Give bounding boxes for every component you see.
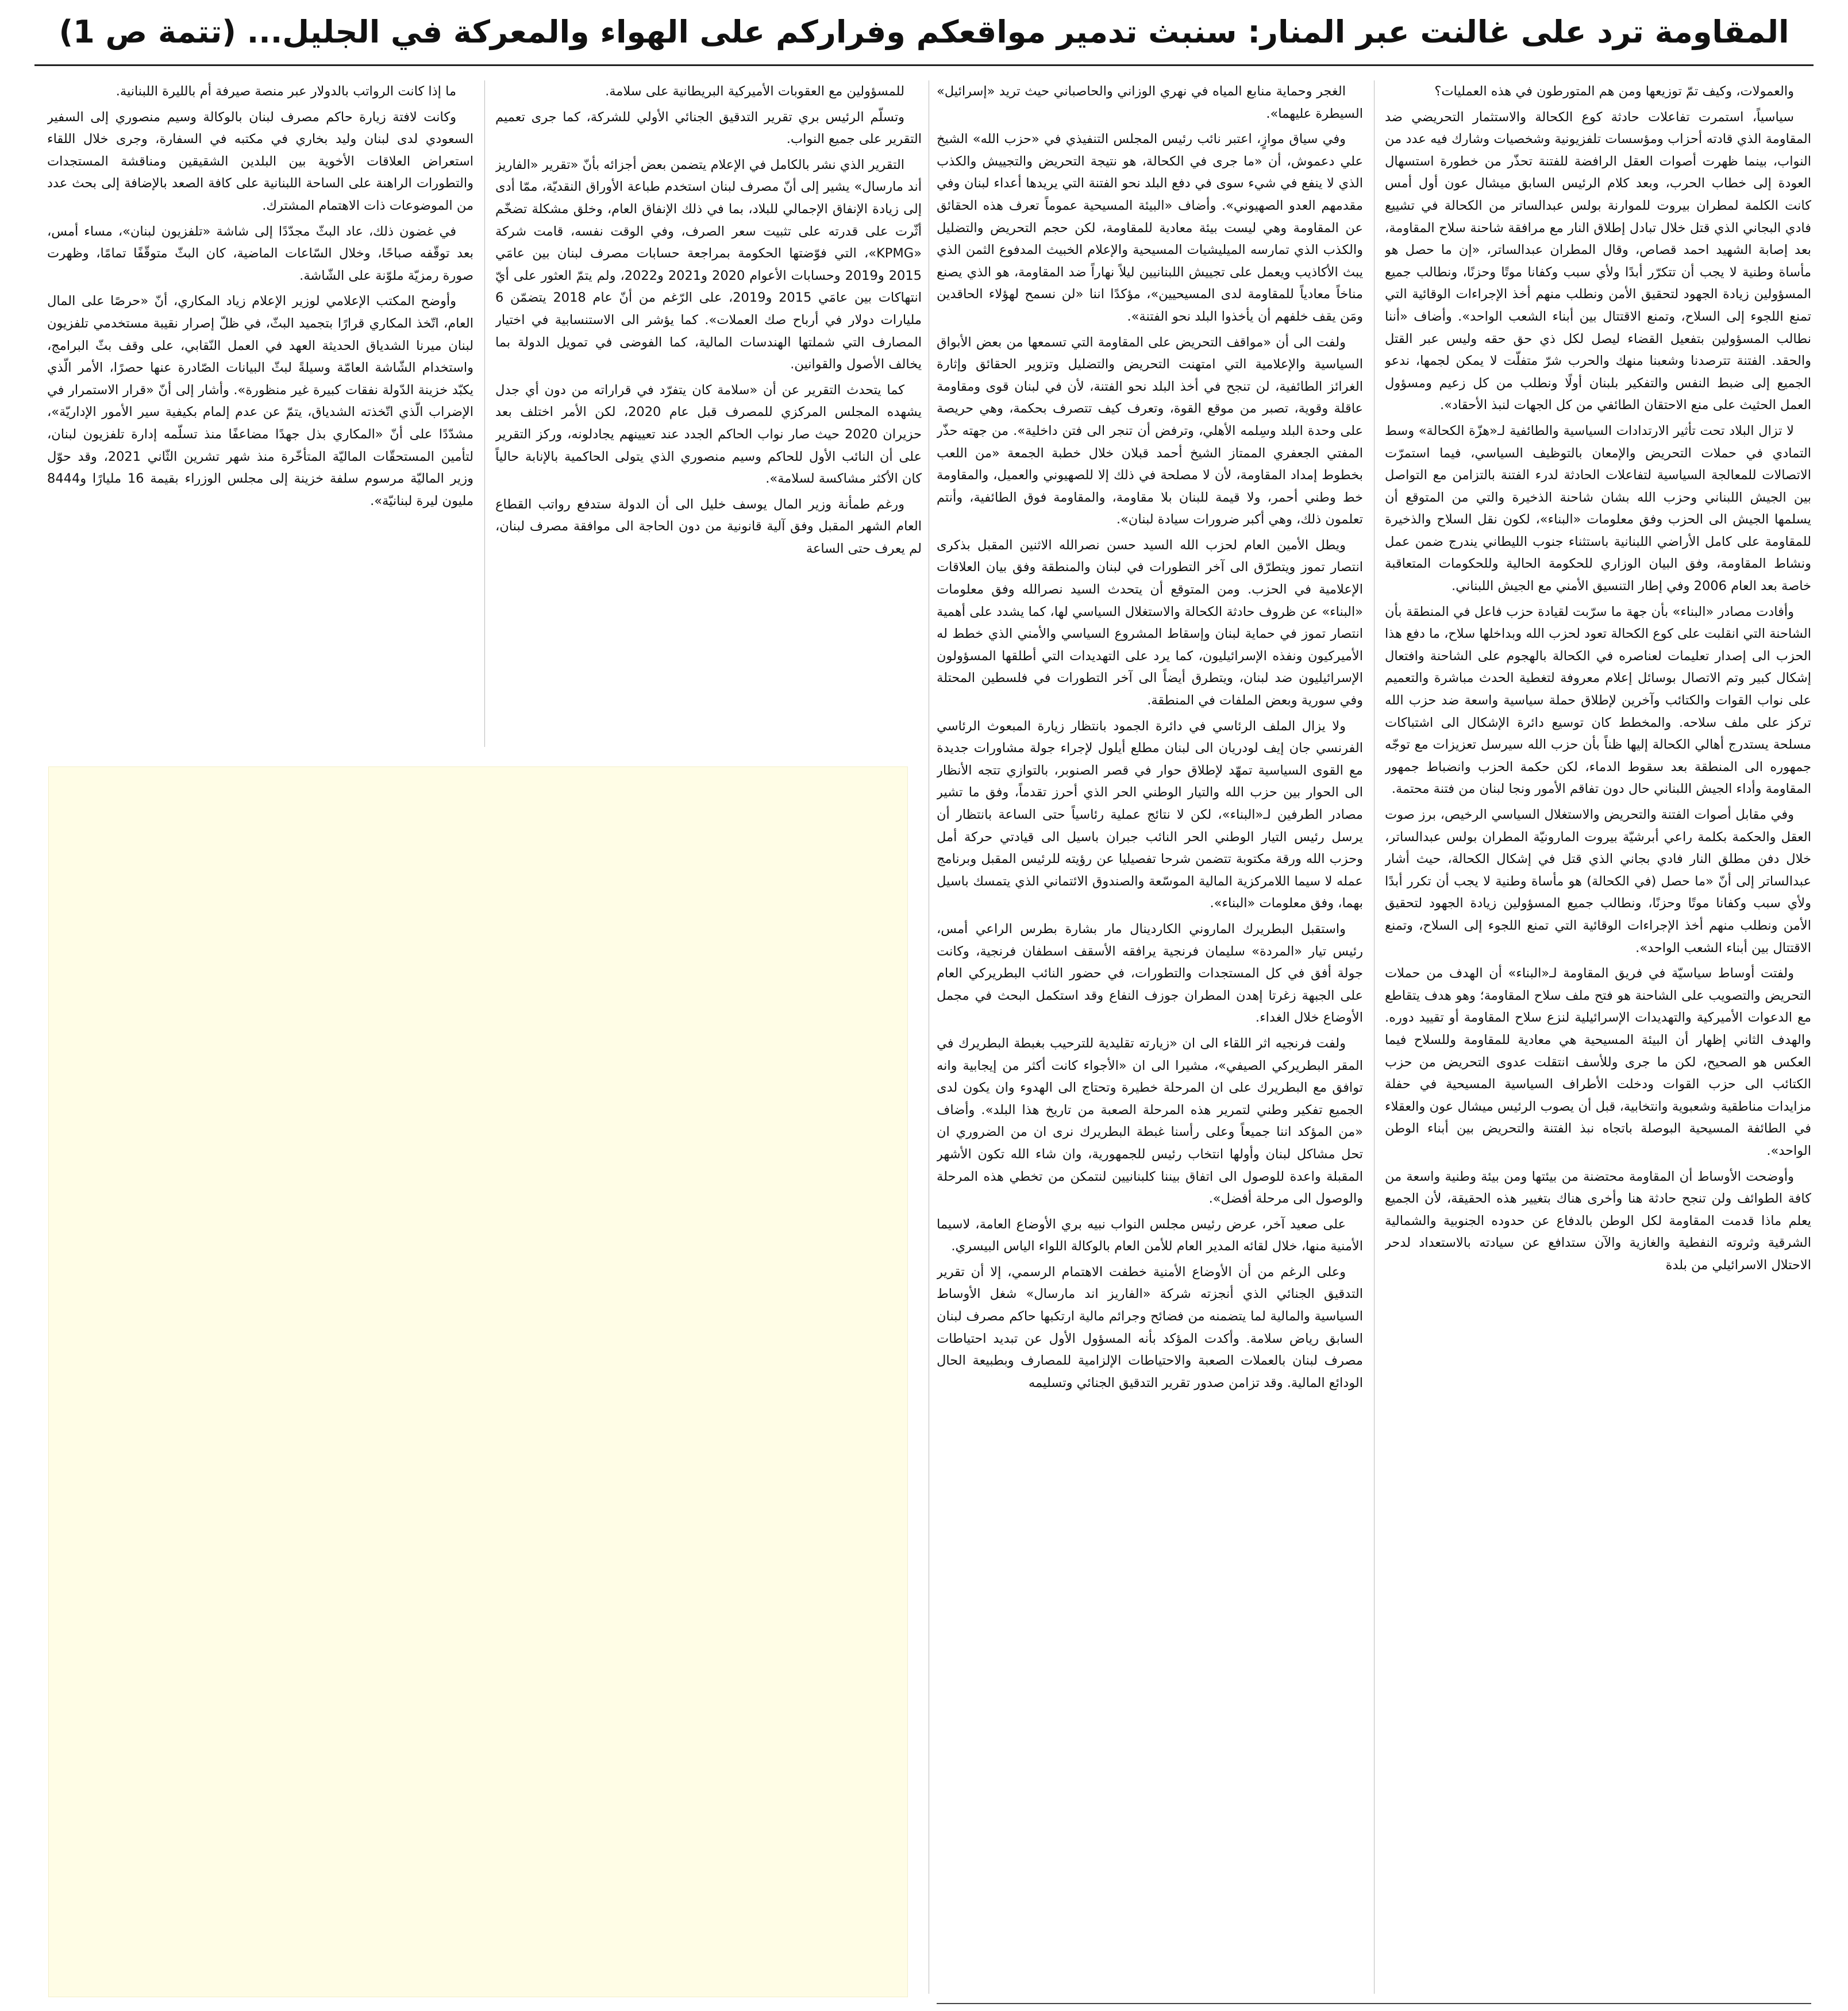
article-paragraph: وعلى الرغم من أن الأوضاع الأمنية خطفت الاهتمام الرسمي، إلا أن تقرير التدقيق الجنائي الذي أنجزته شركة «الفاريز اند مارسال» شغل الأوساط السياسية والمالية لما يتضمنه من فضائح وجرائم مالية ارتكبها حاكم مصرف لبنان السابق رياض سلامة. وأكدت المؤكد بأنه المسؤول الأول عن تبديد احتياطات مصرف لبنان بالعملات الصعبة والاحتياطات الإلزامية للمصارف وبطبيعة الحال الودائع المالية. وقد تزامن صدور تقرير التدقيق الجنائي وتسليمه <box>937 1264 1363 1390</box>
article-paragraph: وأوضحت الأوساط أن المقاومة محتضنة من بيئتها ومن بيئة وطنية واسعة من كافة الطوائف ولن تنجح حادثة هنا وأخرى هناك بتغيير هذه الحقيقة، لأن الجميع يعلم ماذا قدمت المقاومة لكل الوطن بالدفاع عن حدوده الجنوبية والشمالية الشرقية وثروته النفطية والغازية والآن ستدافع عن سيادته بالاستعداد لدحر الاحتلال الاسرائيلي من بلدة <box>1385 1169 1811 1273</box>
article-paragraph: وأوضح المكتب الإعلامي لوزير الإعلام زياد المكاري، أنّ «حرصًا على المال العام، اتّخذ المكاري قرارًا بتجميد البثّ، في ظلّ إصرار نقيبة مستخدمي تلفزيون لبنان ميرنا الشدياق الحديثة العهد في العمل النّقابي، على وقف بثّ البرامج، واستخدام الشّاشة العامّة وسيلةً لبثّ البيانات الصّادرة عنها حصرًا، الأمر الّذي يكبّد خزينة الدّولة نفقات كبيرة غير منظورة». وأشار إلى أنّ «قرار الاستمرار في الإضراب الّذي اتّخذته الشدياق، يتمّ عن عدم إلمام بكيفية سير الأمور الإداريّة»، مشدّدًا على أنّ «المكاري بذل جهدًا مضاعفًا منذ تسلّمه إدارة تلفزيون لبنان، لتأمين المستحقّات الماليّة المتأخّرة منذ شهر تشرين الثّاني 2021، وقد حوّل وزير الماليّة مرسوم سلفة خزينة إلى مجلس الوزراء بقيمة 16 مليارًا و8444 مليون ليرة لبنانيّة». <box>47 294 473 508</box>
article-column-2 <box>937 80 1363 1994</box>
article-paragraph: والعمولات، وكيف تمّ توزيعها ومن هم المتورطون في هذه العمليات؟ <box>1434 84 1794 99</box>
article-paragraph: ورغم طمأنة وزير المال يوسف خليل الى أن الدولة ستدفع رواتب القطاع العام الشهر المقبل وفق آلية قانونية من دون الحاجة الى موافقة مصرف لبنان، لم يعرف حتى الساعة <box>495 496 922 556</box>
article-paragraph: التقرير الذي نشر بالكامل في الإعلام يتضمن بعض أجزائه بأنّ «تقرير «الفاريز أند مارسال» يشير إلى أنّ مصرف لبنان استخدم طباعة الأوراق النقديّة، ممّا أدى إلى زيادة الإنفاق الإجمالي للبلاد، بما في ذلك الإنفاق العام، وخلق مشكلة تضخّم أثّرت على قدرته على تثبيت سعر الصرف، وفي الوقت نفسه، قامت شركة «KPMG»، التي فوّضتها الحكومة بمراجعة حسابات مصرف لبنان بين عامَي 2015 و2019 وحسابات الأعوام 2020 و2021 و2022، ولم يتمّ العثور على أيّ انتهاكات بين عامَي 2015 و2019، على الرّغم من أنّ عام 2018 يتضمّن 6 مليارات دولار في أرباح صك العملات». كما يؤشر الى الاستنسابية في اختيار المصارف التي شملتها الهندسات المالية، كما الفوضى في تمويل الدولة بما يخالف الأصول والقوانين. <box>495 157 922 372</box>
headline: المقاومة ترد على غالنت عبر المنار: سنبث تدمير مواقعكم وفراركم على الهواء والمعركة في الجليل... (تتمة ص 1) <box>59 14 1789 50</box>
article-paragraph: ويطل الأمين العام لحزب الله السيد حسن نصرالله الاثنين المقبل بذكرى انتصار تموز ويتطرّق الى آخر التطورات في لبنان والمنطقة وفق بيان العلاقات الإعلامية في الحزب. ومن المتوقع أن يتحدث السيد نصرالله وفق معلومات «البناء» عن ظروف حادثة الكحالة والاستغلال السياسي لها، كما يشدد على أهمية انتصار تموز في حماية لبنان وإسقاط المشروع السياسي والأمني الذي خطط له الأميركيون ونفذه الإسرائيليون، كما يرد على التهديدات التي أطلقها المسؤولون الإسرائيليون ضد لبنان، ويتطرق أيضاً الى آخر التطورات في فلسطين المحتلة وفي سورية وبعض الملفات في المنطقة. <box>937 537 1363 708</box>
article-column-1 <box>1385 80 1811 1994</box>
article-paragraph: للمسؤولين مع العقوبات الأميركية البريطانية على سلامة. <box>605 84 904 99</box>
article-paragraph: وفي مقابل أصوات الفتنة والتحريض والاستغلال السياسي الرخيص، برز صوت العقل والحكمة بكلمة راعي أبرشيّة بيروت المارونيّة المطران بولس عبدالساتر، خلال دفن مطلق النار فادي بجاني الذي قتل في إشكال الكحالة، حيث أشار عبدالساتر إلى أنّ «ما حصل (في الكحالة) هو مأساة وطنية لا يجب أن تكرر أبدًا ولأي سبب وكفانا موتًا وحزنًا، ونطالب جميع المسؤولين زيادة الجهود لتحقيق الأمن ونطلب منهم أخذ الإجراءات الوقائية التي تمنع اللجوء إلى السلاح، وتمنع الاقتتال بين أبناء الشعب الواحد». <box>1385 807 1811 956</box>
article-paragraph: سياسياً، استمرت تفاعلات حادثة كوع الكحالة والاستثمار التحريضي ضد المقاومة الذي قادته أحزاب ومؤسسات تلفزيونية وشخصيات وشارك فيه عدد من النواب، بينما ظهرت أصوات العقل الرافضة للفتنة تحذّر من خطورة استسهال العودة إلى خطاب الحرب، وبعد كلام الرئيس السابق ميشال عون أول أمس كانت الكلمة لمطران بيروت للموارنة بولس عبدالساتر من الكحالة في تشييع فادي البجاني الذي قتل خلال تبادل إطلاق النار مع مرافقة شاحنة سلاح المقاومة، بعد إصابة الشهيد احمد قصاص، وقال المطران عبدالساتر، «إن ما حصل هو مأساة وطنية لا يجب أن تتكرّر أبدًا ولأي سبب وكفانا موتًا وحزنًا، ونطالب جميع المسؤولين زيادة الجهود لتحقيق الأمن ونطلب منهم أخذ الإجراءات الوقائية التي تمنع اللجوء إلى السلاح، وتمنع الاقتتال بين أبناء الشعب الواحد». وأضاف «أننا نطالب المسؤولين بتفعيل القضاء ليصل لكل ذي حق حقه وليس عبر القتل والحقد. الفتنة تترصدنا وشعبنا منهك والحرب شرّ متفلّت لا يمكن لجمها، ندعو الجميع إلى ضبط النفس والتفكير بلبنان أولًا ونطلب من كل زعيم ومسؤول العمل الحثيث على منع الاحتقان الطائفي من كل الجهات لنبذ الأحقاد». <box>1385 109 1811 413</box>
bottom-rule <box>937 2003 1811 2004</box>
article-paragraph: ولفت الى أن «مواقف التحريض على المقاومة التي تسمعها من بعض الأبواق السياسية والإعلامية التي امتهنت التحريض والتضليل وتزوير الحقائق وإثارة الغرائز الطائفية، لن تنجح في أخذ البلد نحو الفتنة، لأن في لبنان قوى ومقاومة عاقلة وقوية، تصبر من موقع القوة، وتعرف كيف تتصرف بحكمة، وهي حريصة على وحدة البلد وسِلمه الأهلي، وترفض أن تنجر الى فتن داخلية». من جهته حذّر المفتي الجعفري الممتاز الشيخ أحمد قبلان خلال خطبة الجمعة «من اللعب بخطوط إمداد المقاومة، لأن لا مصلحة في ذلك إلا للصهيوني والعميل، والمقاومة خط وطني أحمر، ولا قيمة للبنان بلا مقاومة، والمقاومة فوق الطائفية، وأنتم تعلمون ذلك، وهي أكبر ضرورات سيادة لبنان». <box>937 334 1363 527</box>
article-paragraph: ولا يزال الملف الرئاسي في دائرة الجمود بانتظار زيارة المبعوث الرئاسي الفرنسي جان إيف لودريان الى لبنان مطلع أيلول لإجراء جولة مشاورات جديدة مع القوى السياسية تمهّد لإطلاق حوار في قصر الصنوبر، بالتوازي تتجه الأنظار الى الحوار بين حزب الله والتيار الوطني الحر الذي أحرز تقدماً، وفق ما تشير مصادر الطرفين لـ«البناء»، لكن لا نتائج عملية رئاسياً حتى الساعة بانتظار أن يرسل رئيس التيار الوطني الحر النائب جبران باسيل الى قيادتي حركة أمل وحزب الله ورقة مكتوبة تتضمن شرحا تفصيليا عن رؤيته للرئيس المقبل وبرنامج عمله لا سيما اللامركزية المالية الموسّعة والصندوق الائتماني الذي يتمسك باسيل بهما، وفق معلومات «البناء». <box>937 718 1363 911</box>
article-paragraph: وكانت لافتة زيارة حاكم مصرف لبنان بالوكالة وسيم منصوري إلى السفير السعودي لدى لبنان وليد بخاري في مكتبه في السفارة، وجرى خلال اللقاء استعراض العلاقات الأخوية بين البلدين الشقيقين ومناقشة المستجدات والتطورات الراهنة على الساحة اللبنانية على كافة الصعد بالإضافة إلى بحث عدد من الموضوعات ذات الاهتمام المشترك. <box>47 109 473 213</box>
article-paragraph: على صعيد آخر، عرض رئيس مجلس النواب نبيه بري الأوضاع العامة، لاسيما الأمنية منها، خلال لقائه المدير العام للأمن العام بالوكالة اللواء الياس البيسري. <box>937 1216 1363 1254</box>
article-paragraph: ما إذا كانت الرواتب بالدولار عبر منصة صيرفة أم بالليرة اللبنانية. <box>116 84 456 99</box>
article-column-4 <box>47 80 473 747</box>
article-paragraph: وفي سياق موازٍ، اعتبر نائب رئيس المجلس التنفيذي في «حزب الله» الشيخ علي دعموش، أن «ما جرى في الكحالة، هو نتيجة التحريض والتجييش والكذب الذي لا ينفع في شيء سوى في دفع البلد نحو الفتنة التي يريدها أعداء لبنان وفي مقدمهم العدو الصهيوني». وأضاف «البيئة المسيحية عموماً تعرف هذه الحقائق عن المقاومة وهي ليست بيئة معادية للمقاومة، لكن حجم التحريض والتضليل والكذب الذي تمارسه الميليشيات المسيحية والإعلام الخبيث المدفوع الثمن الذي يبث الأكاذيب ويعمل على تجييش اللبنانيين ليلاً نهاراً ضد المقاومة، هو الذي يصنع مناخاً معادياً للمقاومة لدى المسيحيين»، مؤكدًا اننا «لن نسمح لهؤلاء الحاقدين ومَن يقف خلفهم أن يأخذوا البلد نحو الفتنة». <box>937 132 1363 324</box>
article-paragraph: وأفادت مصادر «البناء» بأن جهة ما سرّبت لقيادة حزب فاعل في المنطقة بأن الشاحنة التي انقلبت على كوع الكحالة تعود لحزب الله وبداخلها سلاح، ما دفع هذا الحزب الى إصدار تعليمات لعناصره في الكحالة بالهجوم على الشاحنة وافتعال إشكال كبير وتم الاتصال بوسائل إعلام معروفة لتغطية الحدث مباشرة والتعميم على نواب القوات والكتائب وآخرين لإطلاق حملة سياسية واسعة ضد حزب الله تركز على ملف سلاحه. والمخطط كان توسيع دائرة الإشكال الى اشتباكات مسلحة يستدرج أهالي الكحالة إليها ظناً بأن حزب الله سيرسل تعزيزات مع توجّه جمهوره الى المنطقة بعد سقوط الدماء، لكن حكمة الحزب وانضباط جمهور المقاومة وأداء الجيش اللبناني حال دون تفاقم الأمور ونجا لبنان من فتنة محتمة. <box>1385 604 1811 797</box>
blank-ad-space <box>48 766 908 1997</box>
article-paragraph: لا تزال البلاد تحت تأثير الارتدادات السياسية والطائفية لـ«هزّة الكحالة» وسط التمادي في حملات التحريض والإمعان بالتوظيف السياسي، فيما استمرّت الاتصالات للمعالجة السياسية لتفاعلات الحادثة لدرء الفتنة بالتزامن مع التواصل بين الجيش اللبناني وحزب الله بشان شاحنة الذخيرة والتي من المتوقع أن يسلمها الجيش الى الحزب وفق معلومات «البناء»، لكون نقل السلاح والذخيرة للمقاومة على كامل الأراضي اللبنانية باستثناء جنوب الليطاني يندرج ضمن عمل ونشاط المقاومة، وفق البيان الوزاري للحكومة الحالية وللحكومات المتعاقبة خاصة بعد العام 2006 وفي إطار التنسيق الأمني مع الجيش اللبناني. <box>1385 423 1811 594</box>
article-paragraph: في غضون ذلك، عاد البثّ مجدّدًا إلى شاشة «تلفزيون لبنان»، مساء أمس، بعد توقّفه صباحًا، وخلال السّاعات الماضية، كان البثّ متوقّفًا تمامًا، وظهرت صورة رمزيّة ملوّنة على الشّاشة. <box>47 224 473 283</box>
article-paragraph: الغجر وحماية منابع المياه في نهري الوزاني والحاصباني حيث تريد «إسرائيل» السيطرة عليهما». <box>937 84 1363 121</box>
article-paragraph: وتسلّم الرئيس بري تقرير التدقيق الجنائي الأولي للشركة، كما جرى تعميم التقرير على جميع النواب. <box>495 109 922 147</box>
article-paragraph: ولفت فرنجيه اثر اللقاء الى ان «زيارته تقليدية للترحيب بغبطة البطريرك في المقر البطريركي الصيفي»، مشيرا الى ان «الأجواء كانت أكثر من إيجابية وانه توافق مع البطريرك على ان المرحلة خطيرة وتحتاج الى الهدوء وان يكون لدى الجميع تفكير وطني لتمرير هذه المرحلة الصعبة من تاريخ هذا البلد». وأضاف «من المؤكد اننا جميعاً وعلى رأسنا غبطة البطريرك نرى ان من الضروري ان تحل مشاكل لبنان وأولها انتخاب رئيس للجمهورية، وان شاء الله تكون الأشهر المقبلة واعدة للوصول الى اتفاق بيننا كلبنانيين لنتمكن من تخطي هذه المرحلة والوصول الى مرحلة أفضل». <box>937 1035 1363 1207</box>
article-column-3 <box>495 80 922 747</box>
article-paragraph: كما يتحدث التقرير عن أن «سلامة كان يتفرّد في قراراته من دون أي جدل يشهده المجلس المركزي للمصرف قبل عام 2020، لكن الأمر اختلف بعد حزيران 2020 حيث صار نواب الحاكم الجدد عند تعيينهم يجادلونه، وركز التقرير على أن النائب الأول للحاكم وسيم منصوري الذي يتولى الحاكمية بالإنابة حالياً كان الأكثر مشاكسة لسلامة». <box>495 382 922 487</box>
column-divider <box>484 80 485 747</box>
article-paragraph: واستقبل البطريرك الماروني الكاردينال مار بشارة بطرس الراعي أمس، رئيس تيار «المردة» سليمان فرنجية يرافقه الأسقف اسطفان فرنجية، وكانت جولة أفق في كل المستجدات والتطورات، في حضور النائب البطريركي العام على الجبهة زغرتا إهدن المطران جوزف النفاع وقد استكمل البحث في مجمل الأوضاع خلال الغداء. <box>937 921 1363 1026</box>
headline-rule <box>34 64 1814 66</box>
column-divider <box>1374 80 1375 1994</box>
article-paragraph: ولفتت أوساط سياسيّة في فريق المقاومة لـ«البناء» أن الهدف من حملات التحريض والتصويب على الشاحنة هو فتح ملف سلاح المقاومة؛ وهو هدف يتقاطع مع الدعوات الأميركية والتهديدات الإسرائيلية لنزع سلاح المقاومة أو تقييد دوره. والهدف الثاني إظهار أن البيئة المسيحية هي معادية للمقاومة وللسلاح فيما العكس هو الصحيح، لكن ما جرى وللأسف انتقلت عدوى التحريض من حزب الكتائب الى حزب القوات ودخلت الأطراف السياسية المسيحية في حفلة مزايدات مناطقية وشعبوية وانتخابية، قبل أن يصوب الرئيس ميشال عون والعقلاء في الطائفة المسيحية البوصلة باتجاه نبذ الفتنة والتحريض بين أبناء الوطن الواحد». <box>1385 966 1811 1158</box>
